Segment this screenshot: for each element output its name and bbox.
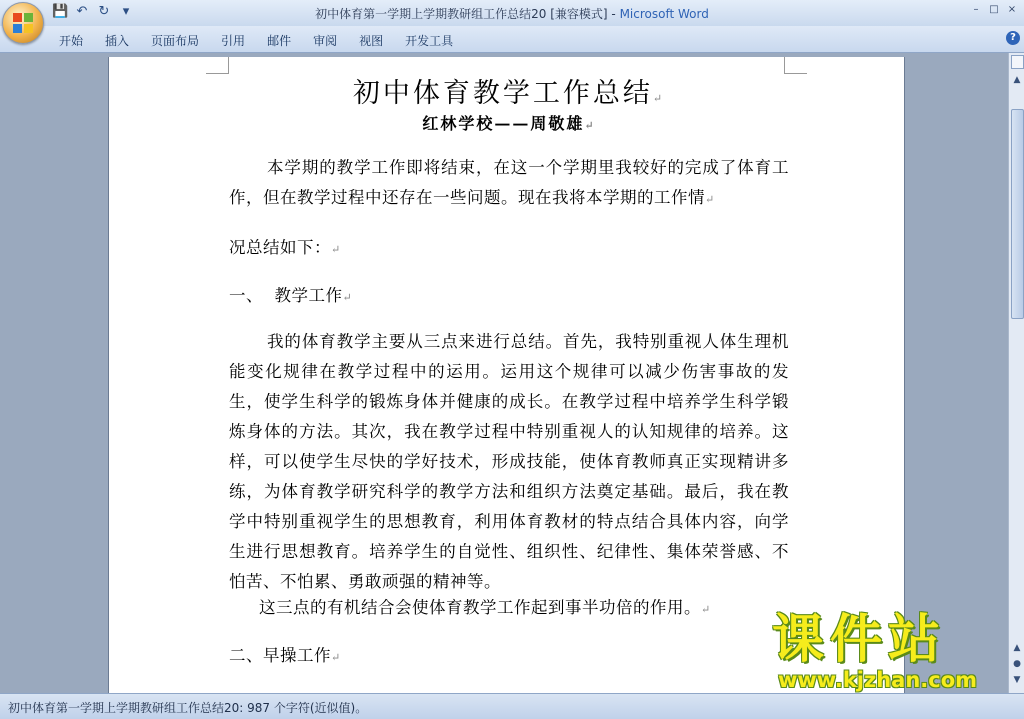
next-page-icon[interactable]: ▼ — [1013, 675, 1021, 685]
tab-references[interactable]: 引用 — [221, 34, 246, 48]
undo-icon[interactable]: ↶ — [76, 4, 88, 19]
view-ruler-icon[interactable] — [1011, 55, 1024, 69]
tab-review[interactable]: 审阅 — [313, 34, 338, 48]
scrollbar-thumb[interactable] — [1011, 109, 1024, 319]
tab-developer[interactable]: 开发工具 — [405, 34, 454, 48]
app-name: Microsoft Word — [619, 7, 709, 21]
status-bar — [0, 693, 1024, 719]
paragraph-mark-icon: ↵ — [652, 92, 666, 105]
paragraph-intro: 本学期的教学工作即将结束，在这一个学期里我较好的完成了体育工作，但在教学过程中还存在一些问题。现在我将本学期的工作情↵ — [229, 158, 789, 207]
tab-insert[interactable]: 插入 — [105, 34, 130, 48]
document-subtitle: 红林学校——周敬雄↵ — [422, 114, 596, 133]
window-title: 初中体育第一学期上学期教研组工作总结20 [兼容模式] - Microsoft Word — [315, 7, 709, 21]
paragraph-mark-icon: ↵ — [331, 651, 341, 664]
ribbon-tabs — [48, 30, 464, 51]
paragraph-teaching: 我的体育教学主要从三点来进行总结。首先，我特别重视人体生理机能变化规律在教学过程中的运用。运用这个规律可以减少伤害事故的发生，使学生科学的锻炼身体并健康的成长。在教学过程中培养学生科学锻炼身体的方法。其次，我在教学过程中特别重视人的认知规律的培养。这样，可以使学生尽快的学好技术，形成技能，使体育教师真正实现精讲多练，为体育教学研究科学的教学方法和组织方法奠定基础。最后，我在教学中特别重视学生的思想教育，利用体育教材的特点结合具体内容，向学生进行思想教育。培养学生的自觉性、组织性、纪律性、集体荣誉感、不怕苦、不怕累、勇敢顽强的精神等。 — [229, 332, 789, 591]
word-count-status[interactable]: 初中体育第一学期上学期教研组工作总结20: 987 个字符(近似值)。 — [8, 701, 368, 715]
title-bar — [0, 0, 1024, 26]
document-page[interactable] — [109, 57, 904, 693]
scroll-up-icon[interactable]: ▲ — [1013, 75, 1021, 85]
document-title: 初中体育教学工作总结↵ — [352, 78, 666, 109]
tab-mailings[interactable]: 邮件 — [267, 34, 292, 48]
vertical-scrollbar[interactable] — [1008, 53, 1024, 693]
restore-button[interactable]: □ — [989, 4, 999, 15]
customize-icon[interactable]: ▾ — [122, 4, 130, 19]
paragraph-mark-icon: ↵ — [584, 119, 596, 132]
paragraph-mark-icon: ↵ — [701, 603, 711, 616]
help-icon[interactable]: ? — [1006, 31, 1020, 45]
tab-page-layout[interactable]: 页面布局 — [151, 34, 200, 48]
watermark-title: 课件站 — [772, 610, 947, 670]
section-heading-teaching: 一、 教学工作↵ — [229, 286, 353, 305]
redo-icon[interactable]: ↻ — [98, 4, 110, 19]
tab-view[interactable]: 视图 — [359, 34, 384, 48]
watermark-url: www.kjzhan.com — [778, 668, 978, 692]
minimize-button[interactable]: – — [973, 4, 979, 15]
document-workspace[interactable] — [0, 53, 1008, 693]
paragraph-intro-continued: 况总结如下：↵ — [229, 238, 341, 257]
select-browse-object-icon[interactable]: ● — [1013, 659, 1021, 669]
section-heading-morning-exercise: 二、早操工作↵ — [229, 646, 341, 665]
window-controls — [968, 2, 1020, 18]
watermark-logo — [772, 612, 1012, 692]
paragraph-mark-icon: ↵ — [705, 193, 715, 206]
paragraph-mark-icon: ↵ — [342, 291, 353, 304]
paragraph-mark-icon: ↵ — [331, 243, 341, 256]
previous-page-icon[interactable]: ▲ — [1013, 643, 1021, 653]
tab-home[interactable]: 开始 — [59, 34, 84, 48]
office-button[interactable] — [2, 2, 44, 44]
paragraph-conclusion: 这三点的有机结合会使体育教学工作起到事半功倍的作用。↵ — [259, 598, 711, 617]
save-icon[interactable]: 💾 — [52, 4, 69, 19]
close-button[interactable]: × — [1007, 4, 1017, 15]
office-logo-icon — [13, 13, 33, 33]
ribbon-tabs-bar — [0, 26, 1024, 53]
crop-mark-left — [206, 57, 229, 74]
